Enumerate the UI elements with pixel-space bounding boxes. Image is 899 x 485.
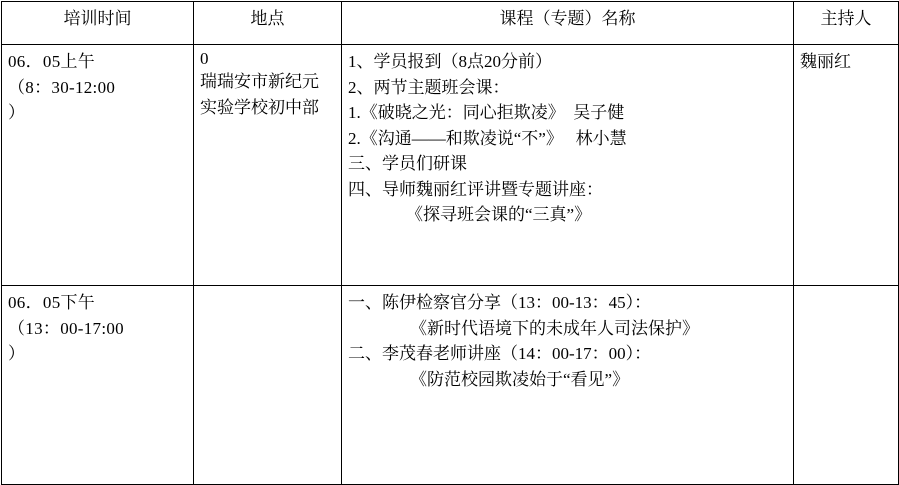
- cell-host-morning: 魏丽红: [794, 45, 899, 286]
- place-line: 瑞瑞安市新纪元: [200, 72, 319, 92]
- time-line: （8：30-12:00: [8, 77, 116, 97]
- table-body: [2, 45, 899, 485]
- course-line: 1、学员报到（8点20分前）: [348, 52, 552, 71]
- time-line: 06．05上午: [8, 52, 96, 71]
- course-line: 四、导师魏丽红评讲暨专题讲座：: [348, 179, 603, 199]
- cell-course-morning: [342, 45, 794, 286]
- place-line: 实验学校初中部: [200, 97, 319, 117]
- course-line: 2、两节主题班会课：: [348, 77, 510, 97]
- course-line: 《防范校园欺凌始于“看见”》: [410, 369, 630, 389]
- column-header-course: 课程（专题）名称: [342, 2, 794, 45]
- course-line: 二、李茂春老师讲座（14：00-17：00）：: [348, 344, 652, 363]
- column-header-host: 主持人: [794, 2, 899, 45]
- course-line: 《新时代语境下的未成年人司法保护》: [410, 318, 699, 338]
- time-line: ）: [8, 344, 26, 363]
- table-row: [2, 286, 899, 485]
- place-line: 0: [200, 49, 209, 68]
- table-row: [2, 45, 899, 286]
- time-line: （13：00-17:00: [8, 318, 124, 338]
- cell-time-afternoon: [2, 286, 194, 485]
- column-header-place: 地点: [194, 2, 342, 45]
- time-line: ）: [8, 103, 26, 122]
- cell-place-morning: [194, 45, 342, 286]
- schedule-document: [0, 1, 899, 460]
- course-line: 2.《沟通——和欺凌说“不”》 林小慧: [348, 128, 627, 148]
- time-line: 06．05下午: [8, 293, 96, 312]
- cell-course-afternoon: [342, 286, 794, 485]
- table-header-row: [2, 2, 899, 45]
- course-line: 《探寻班会课的“三真”》: [406, 205, 592, 224]
- column-header-time: 培训时间: [2, 2, 194, 45]
- course-line: 三、学员们研课: [348, 154, 467, 173]
- cell-place-afternoon: [194, 286, 342, 485]
- cell-time-morning: [2, 45, 194, 286]
- training-schedule-table: [1, 1, 899, 485]
- table-header: [2, 2, 899, 45]
- course-line: 一、陈伊检察官分享（13：00-13：45）：: [348, 293, 652, 312]
- course-line: 1.《破晓之光：同心拒欺凌》 吴子健: [348, 103, 625, 122]
- cell-host-afternoon: [794, 286, 899, 485]
